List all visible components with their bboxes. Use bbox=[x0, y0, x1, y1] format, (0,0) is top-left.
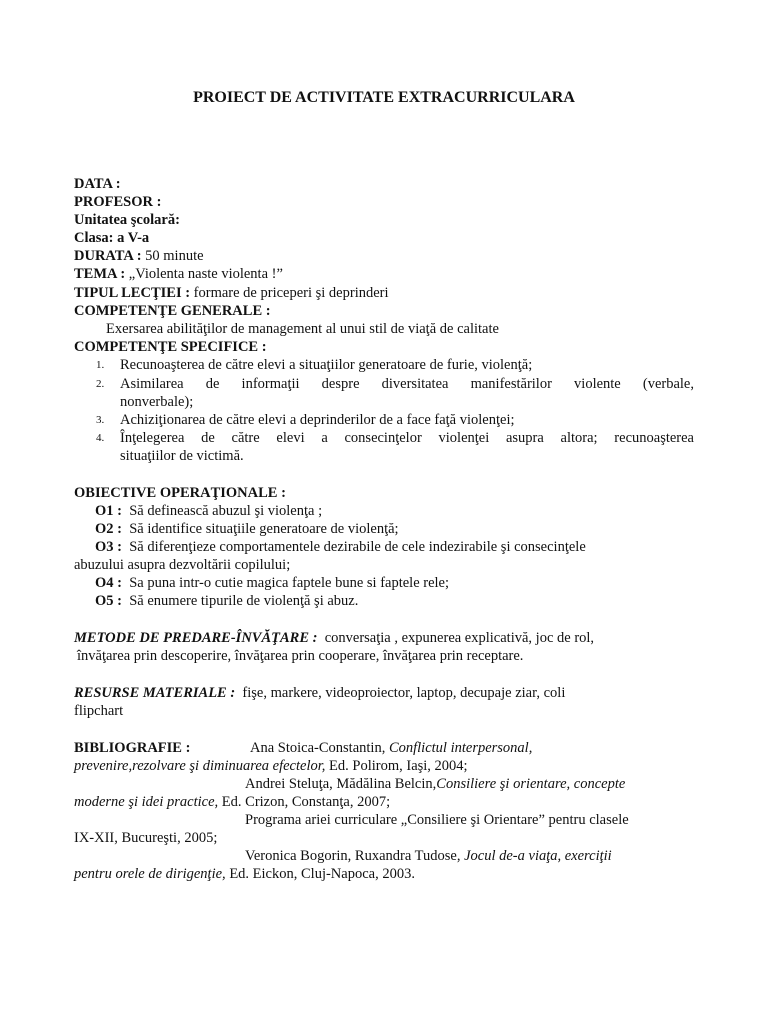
bib-entry-1 bbox=[250, 739, 532, 757]
list-item: Asimilarea de informaţii despre diversitatea manifestărilor violente (verbale, bbox=[120, 376, 694, 392]
bib-title: Jocul de-a viaţa, exerciţii bbox=[464, 848, 612, 864]
list-item-continuation: nonverbale); bbox=[120, 394, 194, 410]
objective-text: Să enumere tipurile de violenţă şi abuz. bbox=[129, 593, 359, 609]
tema-row bbox=[74, 265, 283, 283]
list-number: 2. bbox=[96, 378, 105, 390]
durata-label: DURATA : bbox=[74, 248, 142, 264]
objective-code: O2 : bbox=[95, 521, 122, 537]
bib-publisher: Ed. Polirom, Iaşi, 2004; bbox=[329, 758, 468, 774]
clasa-label: Clasa: a V-a bbox=[74, 230, 150, 246]
profesor-label: PROFESOR : bbox=[74, 194, 162, 210]
list-number: 4. bbox=[96, 432, 105, 444]
bib-title: Consiliere şi orientare, concepte bbox=[436, 776, 626, 792]
resurse-continuation: flipchart bbox=[74, 703, 124, 719]
tipul-value: formare de priceperi şi deprinderi bbox=[193, 285, 389, 301]
bib-entry-2-continuation bbox=[74, 793, 390, 811]
bibliografie-label-bold: BIBLIOGRAFIE : bbox=[74, 740, 191, 756]
bib-author: Ana Stoica-Constantin, bbox=[250, 740, 386, 756]
tipul-label: TIPUL LECŢIEI : bbox=[74, 285, 191, 301]
bib-publisher: Ed. Crizon, Constanţa, 2007; bbox=[221, 794, 391, 810]
objective-row bbox=[95, 502, 322, 520]
resurse-text: fişe, markere, videoproiector, laptop, decupaje ziar, coli bbox=[242, 685, 566, 701]
unitatea-label: Unitatea şcolară: bbox=[74, 212, 180, 228]
objective-row bbox=[95, 520, 399, 538]
bib-entry-4 bbox=[245, 847, 612, 865]
metode-continuation: învăţarea prin descoperire, învăţarea prin cooperare, învăţarea prin receptare. bbox=[77, 648, 524, 664]
tipul-row bbox=[74, 284, 389, 302]
tema-label: TEMA : bbox=[74, 266, 126, 282]
objective-row bbox=[95, 592, 358, 610]
resurse-label: RESURSE MATERIALE : bbox=[74, 685, 236, 701]
bib-entry-2 bbox=[245, 775, 625, 793]
durata-value: 50 minute bbox=[145, 248, 204, 264]
metode-text: conversaţia , expunerea explicativă, joc de rol, bbox=[324, 630, 595, 646]
objective-text: Sa puna intr-o cutie magica faptele bune si faptele rele; bbox=[129, 575, 450, 591]
bib-author: Veronica Bogorin, Ruxandra Tudose, bbox=[245, 848, 461, 864]
obiective-label: OBIECTIVE OPERAŢIONALE : bbox=[74, 485, 286, 501]
competente-generale-text: Exersarea abilităţilor de management al unui stil de viaţă de calitate bbox=[106, 321, 499, 337]
metode-row bbox=[74, 629, 594, 647]
list-item-continuation: situaţiilor de victimă. bbox=[120, 448, 244, 464]
page-title: PROIECT DE ACTIVITATE EXTRACURRICULARA bbox=[193, 89, 575, 106]
data-label: DATA : bbox=[74, 176, 121, 192]
bib-title: Conflictul interpersonal, bbox=[388, 740, 533, 756]
bib-title: moderne şi idei practice, bbox=[74, 794, 219, 810]
competente-generale-label: COMPETENŢE GENERALE : bbox=[74, 303, 271, 319]
bib-entry-4-continuation bbox=[74, 865, 415, 883]
objective-code: O4 : bbox=[95, 575, 122, 591]
bib-author: Andrei Steluţa, Mădălina Belcin, bbox=[245, 776, 437, 792]
bib-entry-3-continuation: IX-XII, Bucureşti, 2005; bbox=[74, 830, 218, 846]
list-item: Recunoaşterea de către elevi a situaţiilor generatoare de furie, violenţă; bbox=[120, 357, 533, 373]
objective-code: O3 : bbox=[95, 539, 122, 555]
objective-continuation: abuzului asupra dezvoltării copilului; bbox=[74, 557, 291, 573]
list-number: 3. bbox=[96, 414, 105, 426]
objective-row bbox=[95, 538, 586, 556]
bib-title: prevenire,rezolvare şi diminuarea efectelor, bbox=[74, 758, 326, 774]
resurse-row bbox=[74, 684, 565, 702]
list-item: Achiziţionarea de către elevi a deprinderilor de a face faţă violenţei; bbox=[120, 412, 515, 428]
bib-entry-1-continuation bbox=[74, 757, 468, 775]
objective-text: Să identifice situaţiile generatoare de violenţă; bbox=[129, 521, 399, 537]
objective-code: O5 : bbox=[95, 593, 122, 609]
tema-value: „Violenta naste violenta !” bbox=[128, 266, 283, 282]
list-number: 1. bbox=[96, 359, 105, 371]
objective-text: Să definească abuzul şi violenţa ; bbox=[129, 503, 323, 519]
bib-title: pentru orele de dirigenţie, bbox=[74, 866, 226, 882]
bib-publisher: Ed. Eickon, Cluj-Napoca, 2003. bbox=[229, 866, 415, 882]
durata-row bbox=[74, 247, 204, 265]
objective-row bbox=[95, 574, 449, 592]
competente-specifice-label: COMPETENŢE SPECIFICE : bbox=[74, 339, 267, 355]
metode-label: METODE DE PREDARE-ÎNVĂŢARE : bbox=[74, 630, 318, 646]
objective-code: O1 : bbox=[95, 503, 122, 519]
bib-entry-3: Programa ariei curriculare „Consiliere şi Orientare” pentru clasele bbox=[245, 812, 629, 828]
list-item: Înţelegerea de către elevi a consecinţelor violenţei asupra altora; recunoaşterea bbox=[120, 430, 694, 446]
objective-text: Să diferenţieze comportamentele dezirabile de cele indezirabile şi consecinţele bbox=[129, 539, 586, 555]
